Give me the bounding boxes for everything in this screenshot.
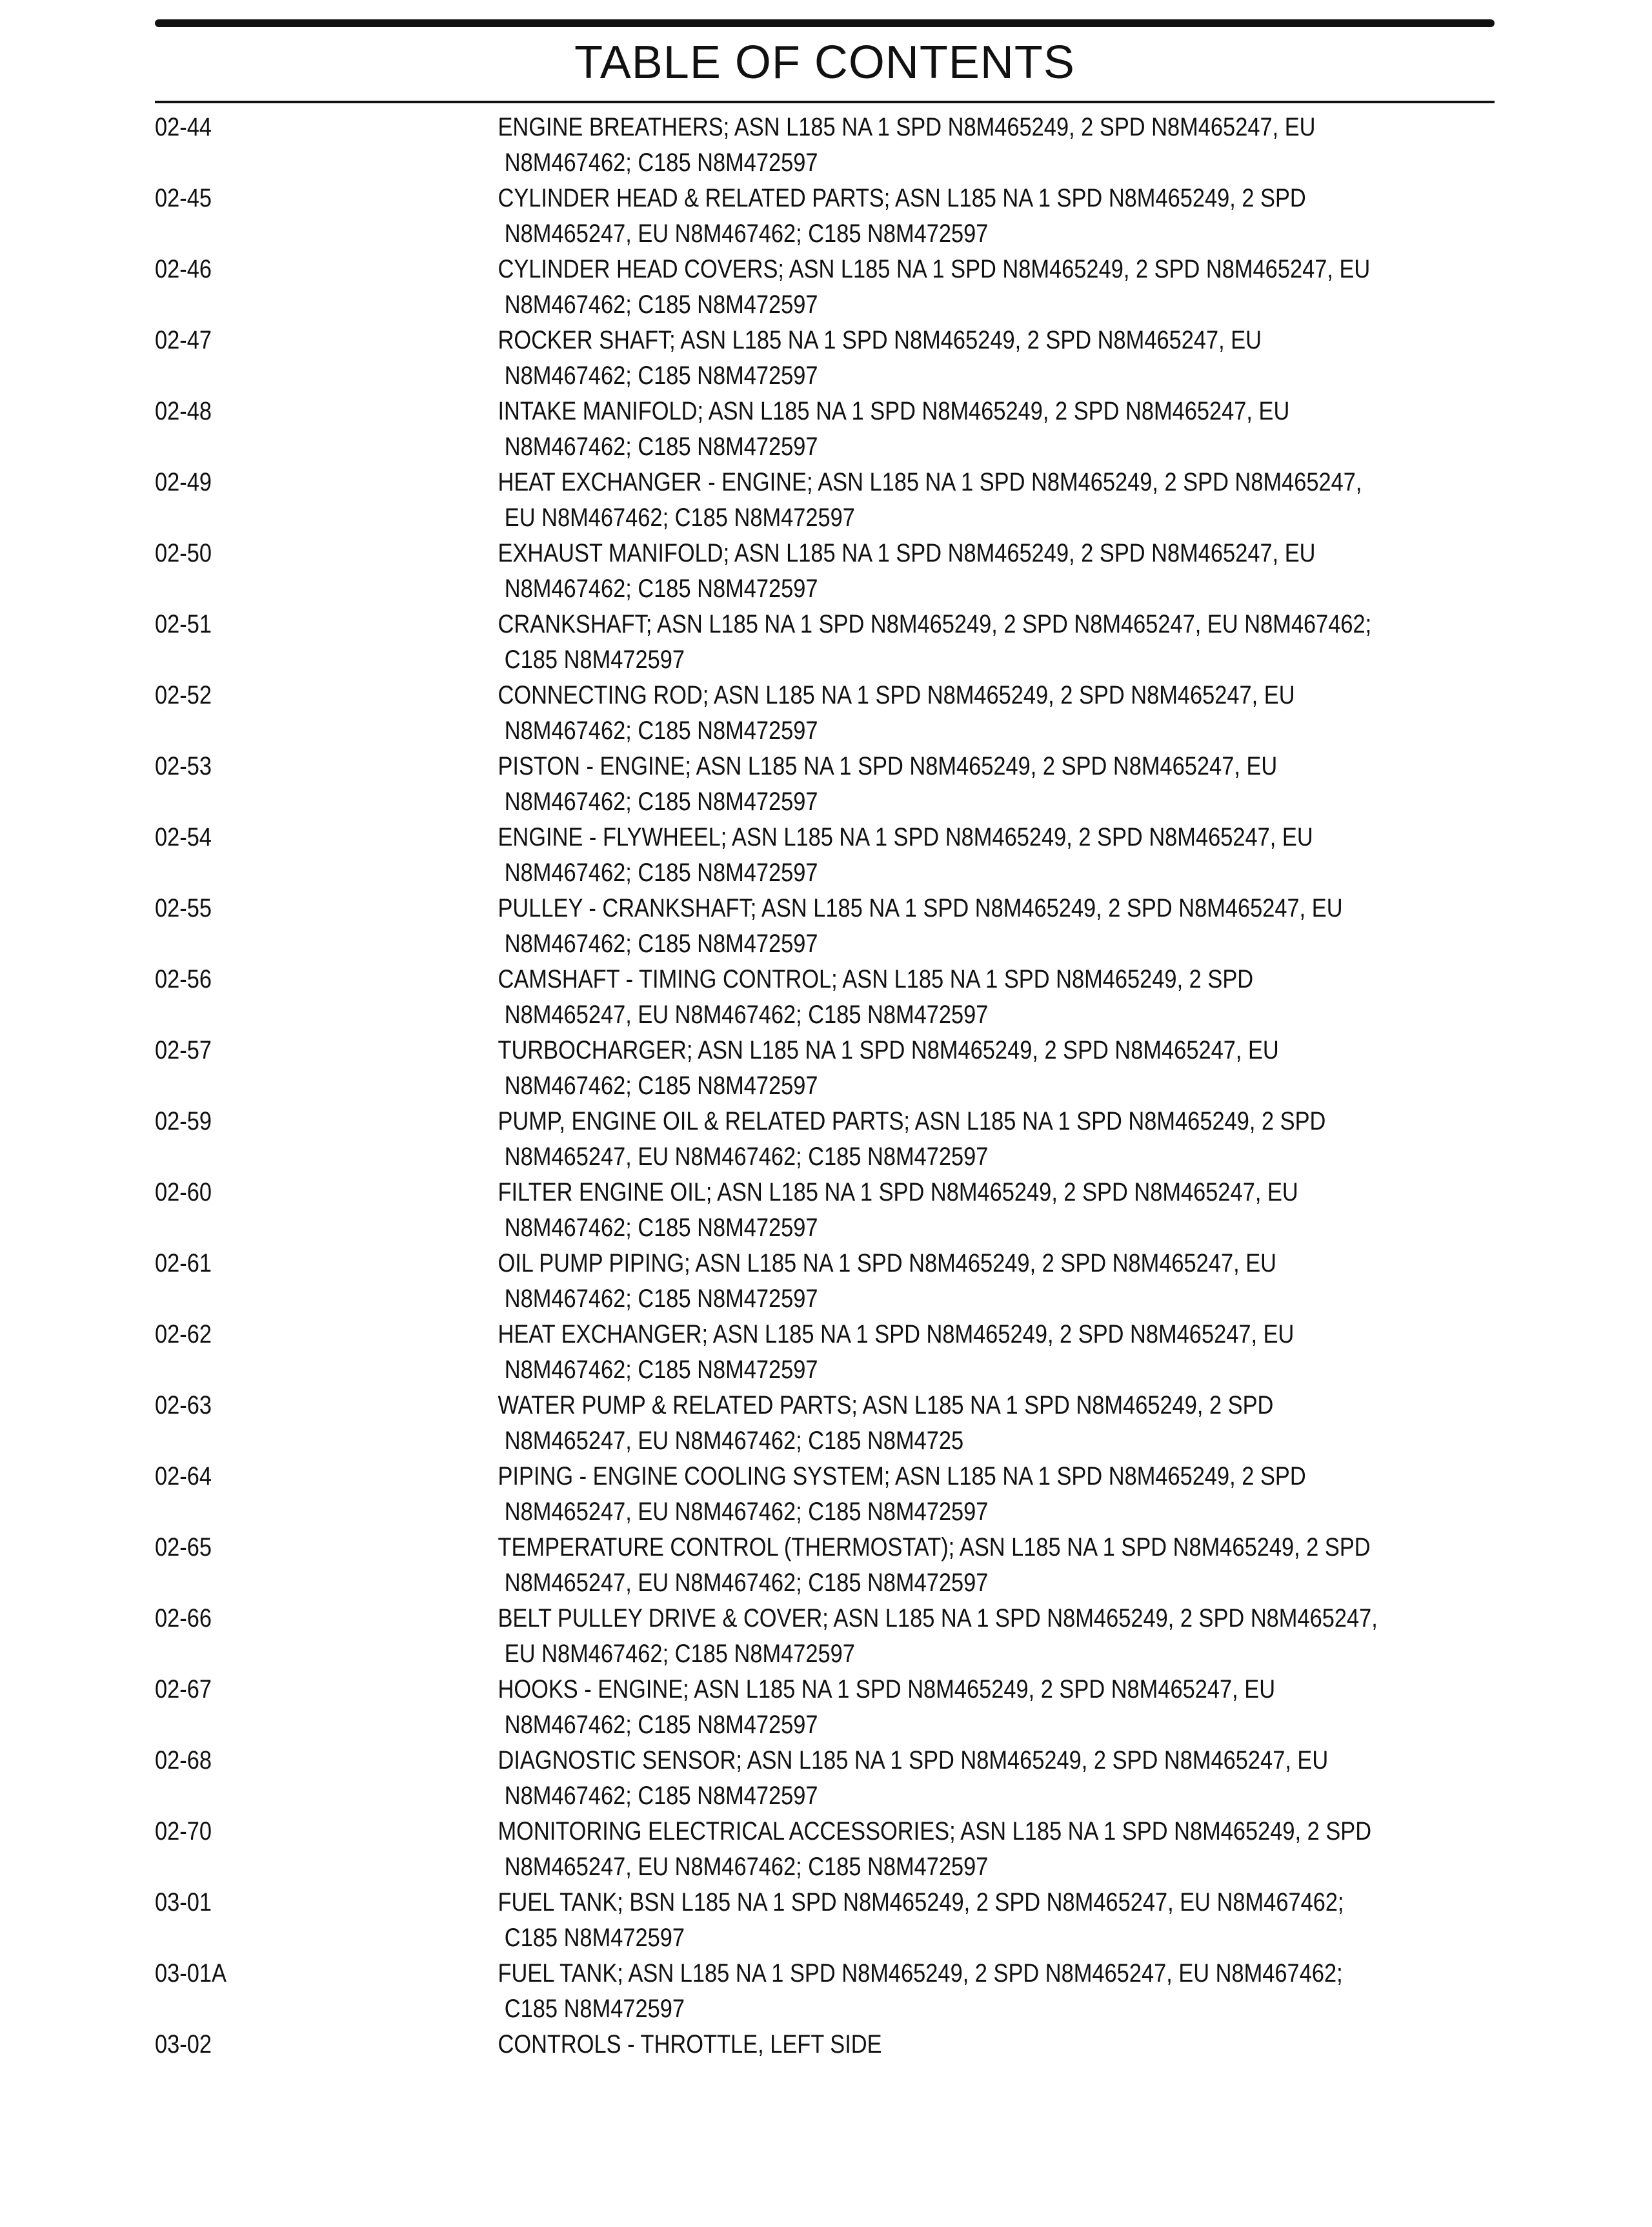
toc-entry-serial-line: N8M467462; C185 N8M472597 — [504, 717, 818, 745]
toc-entry[interactable] — [155, 1956, 1491, 2027]
toc-entry[interactable] — [155, 1601, 1491, 1672]
toc-entry-description — [498, 820, 1491, 891]
toc-entry[interactable] — [155, 1814, 1491, 1885]
toc-entry-description — [498, 678, 1491, 749]
toc-entry-title-line: PIPING - ENGINE COOLING SYSTEM; ASN L185 NA 1 SPD N8M465249, 2 SPD — [498, 1462, 1306, 1490]
toc-entry-title-line: TURBOCHARGER; ASN L185 NA 1 SPD N8M465249, 2 SPD N8M465247, EU — [498, 1036, 1279, 1064]
toc-entry-title-line: ENGINE BREATHERS; ASN L185 NA 1 SPD N8M465249, 2 SPD N8M465247, EU — [498, 113, 1316, 141]
toc-entry-serial-line: EU N8M467462; C185 N8M472597 — [504, 1640, 855, 1668]
toc-entry[interactable] — [155, 1885, 1491, 1956]
toc-entry-description — [498, 1175, 1491, 1246]
toc-entry-title-line: CONTROLS - THROTTLE, LEFT SIDE — [498, 2030, 882, 2059]
toc-entry-serial-line: N8M467462; C185 N8M472597 — [504, 148, 818, 177]
toc-entry[interactable] — [155, 820, 1491, 891]
toc-entry-title-line: HOOKS - ENGINE; ASN L185 NA 1 SPD N8M465249, 2 SPD N8M465247, EU — [498, 1675, 1276, 1703]
toc-entry[interactable] — [155, 1175, 1491, 1246]
toc-entry-title-line: CYLINDER HEAD COVERS; ASN L185 NA 1 SPD N8M465249, 2 SPD N8M465247, EU — [498, 255, 1371, 283]
toc-entry-serial-line: N8M465247, EU N8M467462; C185 N8M472597 — [504, 1001, 989, 1029]
toc-entry-title-line: CAMSHAFT - TIMING CONTROL; ASN L185 NA 1 SPD N8M465249, 2 SPD — [498, 965, 1254, 993]
toc-entry-description — [498, 181, 1491, 252]
toc-entry[interactable] — [155, 1459, 1491, 1530]
toc-entry-code: 02-44 — [155, 113, 212, 141]
toc-entry-description — [498, 465, 1491, 536]
toc-entry-serial-line: N8M467462; C185 N8M472597 — [504, 1782, 818, 1810]
toc-entry[interactable] — [155, 323, 1491, 394]
toc-entry-description — [498, 1601, 1491, 1672]
toc-entry-description — [498, 1956, 1491, 2027]
toc-entry-serial-line: C185 N8M472597 — [504, 1924, 685, 1952]
toc-entry-code: 02-62 — [155, 1320, 212, 1348]
toc-entry-code: 02-47 — [155, 326, 212, 354]
toc-entry-serial-line: N8M467462; C185 N8M472597 — [504, 575, 818, 603]
toc-entry-description — [498, 323, 1491, 394]
toc-entry-description — [498, 394, 1491, 465]
toc-entry-title-line: HEAT EXCHANGER - ENGINE; ASN L185 NA 1 SPD N8M465249, 2 SPD N8M465247, — [498, 468, 1362, 496]
toc-entry[interactable] — [155, 252, 1491, 323]
toc-entry-title-line: CONNECTING ROD; ASN L185 NA 1 SPD N8M465249, 2 SPD N8M465247, EU — [498, 681, 1295, 709]
toc-entry-description — [498, 1814, 1491, 1885]
toc-entry-code: 02-66 — [155, 1604, 212, 1632]
toc-entry-code: 02-49 — [155, 468, 212, 496]
toc-entry[interactable] — [155, 181, 1491, 252]
toc-entry-description — [498, 1672, 1491, 1743]
toc-entry-title-line: FUEL TANK; ASN L185 NA 1 SPD N8M465249, 2 SPD N8M465247, EU N8M467462; — [498, 1959, 1343, 1988]
toc-entry-description — [498, 1104, 1491, 1175]
toc-entry-code: 02-54 — [155, 823, 212, 851]
toc-entry-serial-line: N8M467462; C185 N8M472597 — [504, 788, 818, 816]
toc-entry[interactable] — [155, 1104, 1491, 1175]
toc-entry[interactable] — [155, 962, 1491, 1033]
toc-entry-code: 02-53 — [155, 752, 212, 780]
toc-entry-serial-line: N8M467462; C185 N8M472597 — [504, 859, 818, 887]
toc-entry-description — [498, 252, 1491, 323]
toc-entry-serial-line: EU N8M467462; C185 N8M472597 — [504, 503, 855, 532]
toc-entry-description — [498, 1033, 1491, 1104]
toc-entry[interactable] — [155, 1530, 1491, 1601]
toc-entry-description — [498, 110, 1491, 181]
toc-entry-description — [498, 1530, 1491, 1601]
toc-list — [155, 110, 1495, 2098]
toc-entry-code: 02-45 — [155, 184, 212, 212]
toc-entry-code: 02-56 — [155, 965, 212, 993]
toc-entry-description — [498, 1317, 1491, 1388]
toc-entry-title-line: PULLEY - CRANKSHAFT; ASN L185 NA 1 SPD N8M465249, 2 SPD N8M465247, EU — [498, 894, 1343, 922]
toc-entry-serial-line: N8M467462; C185 N8M472597 — [504, 1356, 818, 1384]
toc-entry-code: 02-60 — [155, 1178, 212, 1206]
toc-entry[interactable] — [155, 1317, 1491, 1388]
toc-entry-title-line: CRANKSHAFT; ASN L185 NA 1 SPD N8M465249, 2 SPD N8M465247, EU N8M467462; — [498, 610, 1372, 638]
toc-entry-title-line: FILTER ENGINE OIL; ASN L185 NA 1 SPD N8M465249, 2 SPD N8M465247, EU — [498, 1178, 1298, 1206]
toc-entry[interactable] — [155, 1033, 1491, 1104]
toc-entry-title-line: MONITORING ELECTRICAL ACCESSORIES; ASN L185 NA 1 SPD N8M465249, 2 SPD — [498, 1817, 1372, 1846]
toc-entry-code: 02-50 — [155, 539, 212, 567]
toc-entry-code: 03-01A — [155, 1959, 227, 1988]
toc-entry-description — [498, 1743, 1491, 1814]
toc-entry-title-line: PUMP, ENGINE OIL & RELATED PARTS; ASN L185 NA 1 SPD N8M465249, 2 SPD — [498, 1107, 1326, 1135]
toc-entry-serial-line: N8M467462; C185 N8M472597 — [504, 432, 818, 461]
toc-entry-serial-line: N8M467462; C185 N8M472597 — [504, 930, 818, 958]
toc-entry-code: 02-51 — [155, 610, 212, 638]
toc-entry-description — [498, 1885, 1491, 1956]
toc-entry[interactable] — [155, 1672, 1491, 1743]
toc-entry-title-line: PISTON - ENGINE; ASN L185 NA 1 SPD N8M465249, 2 SPD N8M465247, EU — [498, 752, 1278, 780]
toc-entry-code: 02-61 — [155, 1249, 212, 1277]
toc-entry-code: 02-55 — [155, 894, 212, 922]
toc-entry-code: 02-59 — [155, 1107, 212, 1135]
toc-entry-serial-line: C185 N8M472597 — [504, 646, 685, 674]
toc-entry-code: 02-64 — [155, 1462, 212, 1490]
toc-entry-serial-line: N8M467462; C185 N8M472597 — [504, 1285, 818, 1313]
toc-entry-title-line: EXHAUST MANIFOLD; ASN L185 NA 1 SPD N8M465249, 2 SPD N8M465247, EU — [498, 539, 1316, 567]
toc-entry-code: 02-48 — [155, 397, 212, 425]
toc-entry-serial-line: N8M465247, EU N8M467462; C185 N8M472597 — [504, 219, 989, 248]
toc-entry[interactable] — [155, 394, 1491, 465]
toc-entry-serial-line: N8M465247, EU N8M467462; C185 N8M472597 — [504, 1143, 989, 1171]
toc-entry-description — [498, 2027, 1491, 2098]
toc-entry-description — [498, 962, 1491, 1033]
toc-entry-code: 02-57 — [155, 1036, 212, 1064]
toc-entry-description — [498, 536, 1491, 607]
toc-entry-code: 02-63 — [155, 1391, 212, 1419]
page-title: TABLE OF CONTENTS — [574, 37, 1075, 88]
toc-entry-serial-line: N8M465247, EU N8M467462; C185 N8M472597 — [504, 1498, 989, 1526]
toc-entry-description — [498, 749, 1491, 820]
toc-entry[interactable] — [155, 1246, 1491, 1317]
toc-entry-serial-line: N8M467462; C185 N8M472597 — [504, 1711, 818, 1739]
toc-entry-code: 03-01 — [155, 1888, 212, 1917]
toc-entry-serial-line: N8M465247, EU N8M467462; C185 N8M4725 — [504, 1427, 964, 1455]
toc-entry-code: 02-67 — [155, 1675, 212, 1703]
top-rule — [155, 19, 1495, 27]
toc-entry[interactable] — [155, 110, 1491, 181]
toc-entry[interactable] — [155, 2027, 1491, 2098]
title-divider — [155, 101, 1495, 103]
toc-entry-title-line: HEAT EXCHANGER; ASN L185 NA 1 SPD N8M465249, 2 SPD N8M465247, EU — [498, 1320, 1294, 1348]
toc-entry-code: 03-02 — [155, 2030, 212, 2059]
toc-entry-title-line: BELT PULLEY DRIVE & COVER; ASN L185 NA 1 SPD N8M465249, 2 SPD N8M465247, — [498, 1604, 1378, 1632]
toc-entry-code: 02-46 — [155, 255, 212, 283]
toc-entry-description — [498, 1388, 1491, 1459]
toc-entry-code: 02-70 — [155, 1817, 212, 1846]
toc-entry-title-line: DIAGNOSTIC SENSOR; ASN L185 NA 1 SPD N8M465249, 2 SPD N8M465247, EU — [498, 1746, 1329, 1774]
toc-entry-serial-line: N8M467462; C185 N8M472597 — [504, 1214, 818, 1242]
toc-entry[interactable] — [155, 749, 1491, 820]
toc-entry[interactable] — [155, 678, 1491, 749]
toc-entry-serial-line: N8M467462; C185 N8M472597 — [504, 361, 818, 390]
toc-entry-title-line: ROCKER SHAFT; ASN L185 NA 1 SPD N8M465249, 2 SPD N8M465247, EU — [498, 326, 1262, 354]
toc-entry-title-line: FUEL TANK; BSN L185 NA 1 SPD N8M465249, 2 SPD N8M465247, EU N8M467462; — [498, 1888, 1344, 1917]
toc-entry-description — [498, 1459, 1491, 1530]
toc-entry-description — [498, 891, 1491, 962]
toc-entry-description — [498, 607, 1491, 678]
toc-entry-title-line: CYLINDER HEAD & RELATED PARTS; ASN L185 NA 1 SPD N8M465249, 2 SPD — [498, 184, 1306, 212]
toc-entry-code: 02-52 — [155, 681, 212, 709]
toc-entry[interactable] — [155, 536, 1491, 607]
toc-entry-serial-line: N8M467462; C185 N8M472597 — [504, 1072, 818, 1100]
toc-entry-serial-line: N8M467462; C185 N8M472597 — [504, 290, 818, 319]
toc-entry[interactable] — [155, 1743, 1491, 1814]
toc-entry-serial-line: C185 N8M472597 — [504, 1995, 685, 2023]
toc-entry-title-line: WATER PUMP & RELATED PARTS; ASN L185 NA 1 SPD N8M465249, 2 SPD — [498, 1391, 1274, 1419]
toc-entry-serial-line: N8M465247, EU N8M467462; C185 N8M472597 — [504, 1569, 989, 1597]
toc-entry-serial-line: N8M465247, EU N8M467462; C185 N8M472597 — [504, 1853, 989, 1881]
toc-entry[interactable] — [155, 607, 1491, 678]
toc-entry[interactable] — [155, 465, 1491, 536]
toc-entry-code: 02-68 — [155, 1746, 212, 1774]
toc-entry-title-line: TEMPERATURE CONTROL (THERMOSTAT); ASN L185 NA 1 SPD N8M465249, 2 SPD — [498, 1533, 1371, 1561]
toc-entry-title-line: OIL PUMP PIPING; ASN L185 NA 1 SPD N8M465249, 2 SPD N8M465247, EU — [498, 1249, 1276, 1277]
toc-entry[interactable] — [155, 1388, 1491, 1459]
toc-entry[interactable] — [155, 891, 1491, 962]
toc-entry-code: 02-65 — [155, 1533, 212, 1561]
toc-entry-title-line: ENGINE - FLYWHEEL; ASN L185 NA 1 SPD N8M465249, 2 SPD N8M465247, EU — [498, 823, 1313, 851]
toc-entry-title-line: INTAKE MANIFOLD; ASN L185 NA 1 SPD N8M465249, 2 SPD N8M465247, EU — [498, 397, 1290, 425]
toc-entry-description — [498, 1246, 1491, 1317]
